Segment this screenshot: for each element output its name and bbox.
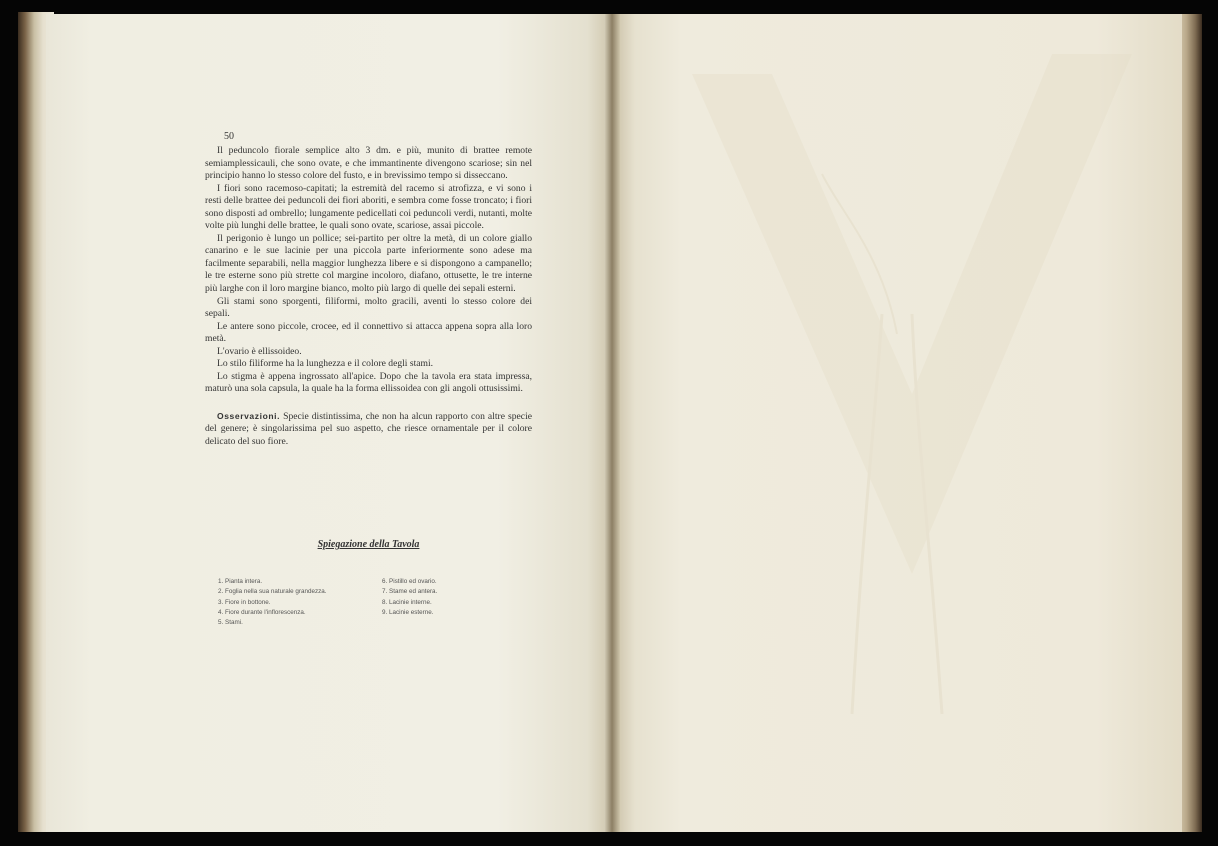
paragraph: Lo stigma è appena ingrossato all'apice. Dopo che la tavola era stata impressa, maturò una sola capsula, la quale ha la forma ellissoidea con gli angoli ottusissimi. (205, 370, 532, 395)
legend-item: 8. Lacinie interne. (382, 598, 432, 606)
paragraph: L'ovario è ellissoideo. (217, 345, 302, 357)
observations-text: Specie distintissima, che non ha alcun rapporto con altre specie del genere; è singolarissima pel suo aspetto, che riesce ornamentale per il colore delicato del suo fiore. (205, 410, 532, 448)
legend-item: 6. Pistillo ed ovario. (382, 578, 437, 585)
legend-item: 7. Stame ed antera. (382, 588, 438, 596)
paragraph: Lo stilo filiforme ha la lunghezza e il colore degli stami. (217, 358, 434, 370)
plate-caption-title: Spiegazione della Tavola (317, 539, 420, 550)
observations-label: Osservazioni. (217, 410, 281, 421)
legend-right-column (382, 577, 437, 618)
book-gutter (604, 14, 620, 832)
paragraph: I fiori sono racemoso-capitati; la estremità del racemo si atrofizza, e vi sono i resti delle brattee dei peduncoli dei fiori aboriti, e sembra come fosse troncato; i fiori sono disposti ad ombrello; lungamente pedicellati coi peduncoli verdi, nutanti, molte volte più lunghi delle brattee, le quali sono ovate, scariose, assai piccole. (205, 182, 532, 232)
show-through-illustration (612, 14, 1182, 832)
legend-left-column (218, 577, 327, 628)
paragraph: Il perigonio è lungo un pollice; sei-partito per oltre la metà, di un colore giallo canarino e le sue lacinie per una piccola parte inferiormente sono adese ma facilmente separabili, nella maggior lunghezza libere e si dispongono a campanello; le tre esterne sono più strette col margine incoloro, diafano, ottusette, le tre interne più larghe con il loro margine bianco, molto più largo di quelle dei sepali esterni. (205, 232, 532, 295)
legend-item: 5. Stami. (218, 619, 243, 627)
legend-item: 1. Pianta intera. (218, 578, 263, 585)
legend-item: 4. Fiore durante l'inflorescenza. (218, 608, 306, 616)
description-text (205, 145, 532, 449)
legend-item: 2. Foglia nella sua naturale grandezza. (218, 588, 327, 596)
page-number: 50 (224, 131, 234, 142)
observations-paragraph (205, 410, 532, 449)
legend-item: 3. Fiore in bottone. (218, 598, 271, 606)
paragraph: Gli stami sono sporgenti, filiformi, molto gracili, aventi lo stesso colore dei sepali. (205, 295, 532, 320)
paragraph: Il peduncolo fiorale semplice alto 3 dm. e più, munito di brattee remote semiamplessicauli, che sono ovate, e che immantinente divengono scariose; sin nel principio hanno lo stesso colore del fusto, e in brevissimo tempo si disseccano. (205, 145, 532, 182)
paragraph: Le antere sono piccole, crocee, ed il connettivo si attacca appena sopra alla loro metà. (205, 320, 532, 345)
legend-item: 9. Lacinie esterne. (382, 608, 434, 616)
